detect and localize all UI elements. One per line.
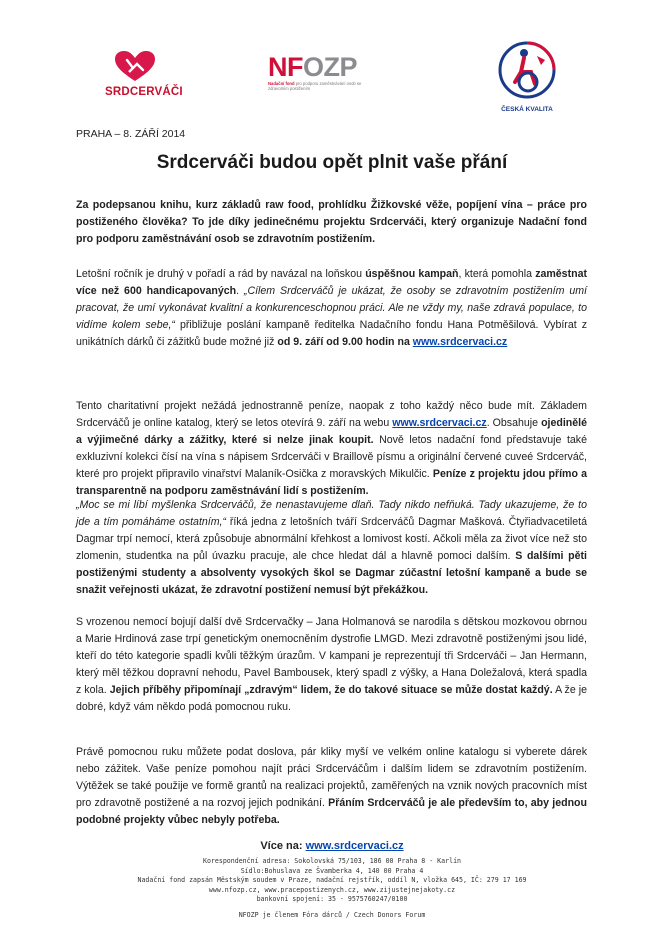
- nfozp-logo-ozp: OZP: [303, 52, 358, 82]
- p3-text-b: . Obsahuje: [486, 417, 542, 429]
- ceska-kvalita-text: ČESKÁ KVALITA: [501, 106, 553, 113]
- footer-membership: NFOZP je členem Fóra dárců / Czech Donors Forum: [238, 911, 426, 919]
- p2-bold-b: zaměstnat více než 600 handicapovaných: [76, 268, 587, 297]
- paragraph-5: [76, 614, 587, 716]
- p5-text-b: A že je dobré, když vám někdo podá pomocnou ruku.: [76, 684, 587, 713]
- p2-text-c: .: [236, 285, 244, 297]
- p3-website-link[interactable]: www.srdcervaci.cz: [392, 417, 487, 429]
- footer-contact: [0, 857, 664, 905]
- p2-quote: „Cílem Srdcerváčů je ukázat, že osoby se zdravotním postižením umí pracovat, že umí vykonávat kvalitní a konkurenceschopnou práci. Ale ne vždy my, naše zdravá populace, to vidíme kolem sebe,“: [76, 285, 587, 331]
- nfozp-logo-sub-bold: Nadační fond: [268, 81, 295, 86]
- p6-bold-a: Přáním Srdcerváčů je ale především to, aby jednou podobné projekty vůbec nebyly potřeba.: [76, 797, 588, 826]
- paragraph-2: [76, 266, 587, 351]
- ceska-kvalita-mark-icon: [497, 40, 557, 100]
- p6-text-a: Právě pomocnou ruku můžete podat doslova, pár kliky myší ve velkém online katalogu si vyberete dárek nebo zážitek. Vaše peníze pomohou najít práci Srdcerváčům i dalším lidem se zdravotním postižením. Výtěžek se také použije ve formě grantů na realizaci projektů, zaměřených na vznik nových pracovních míst pro zdravotně postižené a na rozvoj jejich podnikání.: [76, 746, 587, 809]
- more-info-link[interactable]: www.srdcervaci.cz: [305, 840, 404, 852]
- footer-websites: www.nfozp.cz, www.pracepostizenych.cz, www.zijustejnejakoty.cz: [208, 885, 456, 894]
- p2-text-b: , která pomohla: [458, 268, 536, 280]
- nfozp-logo-nf: NF: [268, 52, 303, 82]
- footer-seat: Sídlo:Bohuslava ze Švamberka 4, 140 00 Praha 4: [240, 866, 424, 875]
- heart-icon: [113, 50, 157, 84]
- paragraph-6: [76, 744, 587, 829]
- footer-address: Korespondenční adresa: Sokolovská 75/103, 186 00 Praha 8 - Karlín: [202, 857, 462, 865]
- srdcervaci-logo: [105, 50, 183, 98]
- paragraph-3: [76, 398, 587, 500]
- p2-bold-a: úspěšnou kampaň: [365, 268, 459, 280]
- p3-text-a: Tento charitativní projekt nežádá jednostranně peníze, naopak z toho každý něco bude mít. Základem Srdcerváčů je online katalog, který se letos otevírá 9. září na webu: [76, 400, 587, 429]
- ceska-kvalita-logo: [497, 40, 557, 113]
- p4-quote: „Moc se mi líbí myšlenka Srdcerváčů, že nenastavujeme dlaň. Tady nikdo nefňuká. Tady ukazujeme, že to jde a tím pomáháme ostatním,“: [76, 499, 587, 528]
- lead-paragraph: Za podepsanou knihu, kurz základů raw food, prohlídku Žižkovské věže, popíjení vína – práce pro postiženého člověka? To jde díky jedinečnému projektu Srdcerváči, který organizuje Nadační fond pro podporu zaměstnávání osob se zdravotním postižením.: [76, 199, 587, 245]
- more-info-line: [0, 840, 664, 852]
- p4-bold-a: S dalšími pěti postiženými studenty a absolventy vysokých škol se Dagmar zúčastní letošní kampaně a bude se snažit veřejnosti ukázat, že zdravotní postižení nemusí být překážkou.: [76, 550, 587, 596]
- paragraph-4: [76, 497, 587, 599]
- nfozp-logo: [268, 54, 378, 91]
- more-info-label: Více na:: [260, 840, 306, 852]
- p3-bold-c: Peníze z projektu jdou přímo a transparentně na podporu zaměstnávání lidí s postižením.: [76, 468, 587, 497]
- p4-text-a: říká jedna z letošních tváří Srdcerváčů Dagmar Mašková. Čtyřiadvacetiletá Dagmar trpí nemocí, která způsobuje abnormální křehkost a lomivost kostí. Ačkoli měla za život více než sto zlomenin, studentka na půl úvazku pracuje, ale chce hledat dál a hlavně pomoci dalším.: [76, 516, 587, 562]
- p2-bold-d: od 9. září od 9.00 hodin na: [277, 336, 410, 348]
- srdcervaci-logo-text: SRDCERVÁČI: [105, 86, 183, 98]
- p5-text-a: S vrozenou nemocí bojují další dvě Srdcervačky – Jana Holmanová se narodila s dětskou mozkovou obrnou a Marie Hrdinová zase trpí genetickým onemocněním dystrofie LMGD. Mezi zdravotně postiženými jsou lidé, kteří do této kategorie spadli kvůli těžkým úrazům. V kampani je reprezentují tři Srdcerváči – Jan Hermann, který měl těžkou dopravní nehodu, Pavel Bambousek, který spadl z výšky, a Hana Doležalová, která spadla z kola.: [76, 616, 587, 696]
- p3-bold-b: ojedinělé a výjimečné dárky a zážitky, které si nelze jinak koupit.: [76, 417, 587, 446]
- logo-bar: [0, 40, 664, 120]
- p2-text-d: přibližuje poslání kampaně ředitelka Nadačního fondu Hana Potměšilová. Vybírat z unikátních dárků či zážitků bude možné již: [76, 319, 587, 348]
- p2-text-a: Letošní ročník je druhý v pořadí a rád by navázal na loňskou: [76, 268, 366, 280]
- p5-bold-a: Jejich příběhy připomínají „zdravým“ lidem, že do takové situace se může dostat každý.: [109, 684, 553, 696]
- footer-registration: Nadační fond zapsán Městským soudem v Praze, nadační rejstřík, oddíl N, vložka 645, IČ: 279 17 169: [137, 876, 527, 885]
- p3-text-c: Nově letos nadační fond představuje také exkluzivní kolekci čísí na vína s nápisem Srdcerváči v Braillově písmu a originální červené cuveé Srdcerváč, které pro projekt připravilo vinařství Malaník-Osička z moravských Mikulčic.: [76, 434, 587, 480]
- nfozp-logo-sub: pro podporu zaměstnávání osob se zdravotním postižením: [268, 81, 362, 91]
- dateline: PRAHA – 8. ZÁŘÍ 2014: [76, 128, 186, 140]
- p2-website-link[interactable]: www.srdcervaci.cz: [412, 336, 508, 348]
- footer-bank: bankovní spojení: 35 - 9575760247/0100: [256, 895, 408, 904]
- page-title: Srdcerváči budou opět plnit vaše přání: [156, 152, 508, 173]
